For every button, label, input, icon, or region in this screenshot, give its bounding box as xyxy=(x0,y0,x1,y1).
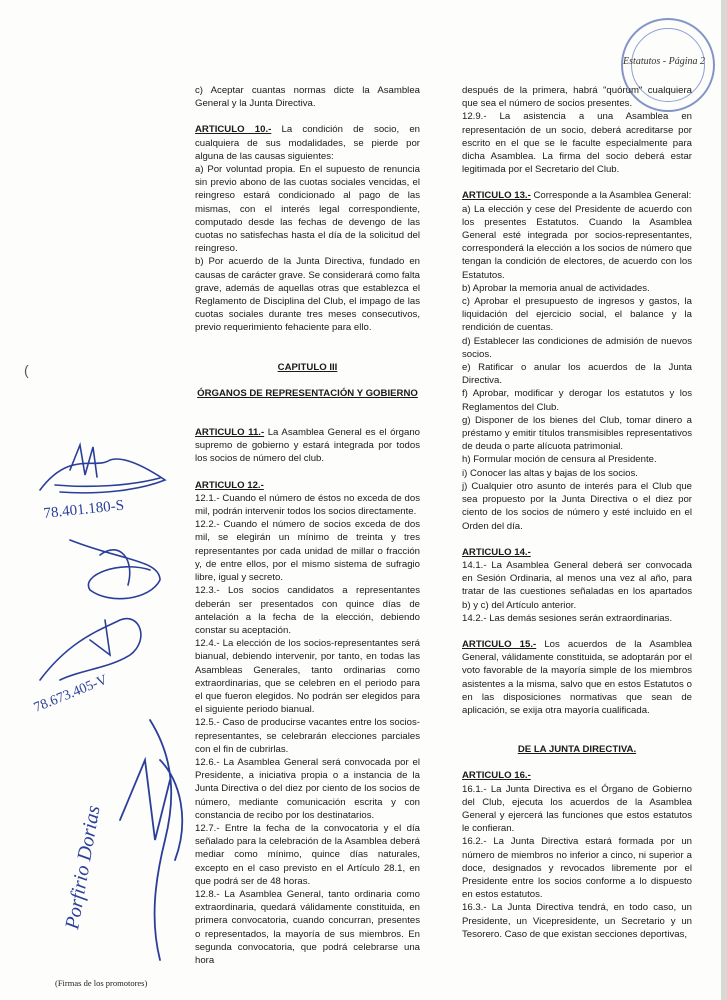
list-item: b) Aprobar la memoria anual de actividades. xyxy=(462,282,650,294)
signature-3 xyxy=(40,619,141,680)
list-item: g) Disponer de los bienes del Club, tomar dinero a préstamo y emitir títulos transmisibles representativos de deuda o parte alícuota patrimonial. xyxy=(462,414,692,453)
paragraph: 12.8.- La Asamblea General, tanto ordinaria como extraordinaria, quedará válidamente constituida, en primera convocatoria, cuando concurran, presentes o representados, la mayoría de sus miembros. En segunda convocatoria, que podrá celebrarse una hora xyxy=(195,888,420,966)
article-13 xyxy=(462,189,692,202)
article-15 xyxy=(462,638,692,717)
handwritten-name: Porfirio Dorias xyxy=(61,803,105,931)
paragraph: 12.4.- La elección de los socios-representantes será bianual, debiendo intervenir, por tanto, en todas las Asambleas Generales, tanto ordinarias como extraordinarias, que se celebren en el periodo para el que fueron elegidos. No podrán ser elegidos para el siguiente periodo bianual. xyxy=(195,638,420,716)
article-13-text: Corresponde a la Asamblea General: xyxy=(533,190,692,202)
chapter-heading: CAPITULO III xyxy=(277,361,338,373)
list-item: f) Aprobar, modificar y derogar los estatutos y los Reglamentos del Club. xyxy=(462,388,692,413)
paragraph: 12.1.- Cuando el número de éstos no exceda de dos mil, podrán intervenir todos los socios directamente. xyxy=(195,492,420,518)
signature-1 xyxy=(40,445,165,493)
list-item: e) Ratificar o anular los acuerdos de la Junta Directiva. xyxy=(462,362,692,387)
section-heading: DE LA JUNTA DIRECTIVA. xyxy=(517,744,637,756)
running-header: Estatutos - Página 2 xyxy=(623,56,705,67)
paragraph: 12.3.- Los socios candidatos a representantes deberán ser presentados con quince días de antelación a la fecha de la elección, debiendo constar su aceptación. xyxy=(195,585,420,636)
paragraph: 14.1.- La Asamblea General deberá ser convocada en Sesión Ordinaria, al menos una vez al año, para tratar de las cuestiones señaladas en los apartados b) y c) del Artículo anterior. xyxy=(462,559,692,611)
article-11 xyxy=(195,426,420,466)
paragraph: 16.3.- La Junta Directiva tendrá, en todo caso, un Presidente, un Vicepresidente, un Secretario y un Tesorero. Caso de que existan secciones deportivas, xyxy=(462,902,692,940)
paragraph: 12.5.- Caso de producirse vacantes entre los socios-representantes, se celebrarán elecciones parciales con el fin de cubrirlas. xyxy=(195,717,420,755)
id-number-2: 78.673.405-V xyxy=(31,672,110,716)
margin-mark: ( xyxy=(24,362,29,378)
paragraph: después de la primera, habrá "quórum" cualquiera que sea el número de socios presentes. xyxy=(462,85,692,110)
article-heading: ARTICULO 15.- xyxy=(462,638,537,650)
list-item: c) Aprobar el presupuesto de ingresos y gastos, la liquidación del ejercicio social, el balance y la rendición de cuentas. xyxy=(462,296,692,334)
article-12-heading: ARTICULO 12.- xyxy=(195,479,264,491)
right-column xyxy=(462,84,692,941)
article-15-text: Los acuerdos de la Asamblea General, válidamente constituida, se adoptarán por el voto favorable de la mayoría simple de los miembros asistentes a la misma, salvo que en estos Estatutos o en las disposiciones normativas que sean de aplicación, se exija otra mayoría cualificada. xyxy=(462,638,693,716)
list-item: d) Establecer las condiciones de admisión de nuevos socios. xyxy=(462,335,692,360)
paragraph: 12.9.- La asistencia a una Asamblea en representación de un socio, deberá acreditarse por escrito en el que se le faculte especialmente para dicha Asamblea. La firma del socio deberá estar legitimada por el Secretario del Club. xyxy=(462,111,692,176)
article-11-text: La Asamblea General es el órgano supremo de gobierno y estará integrada por todos los socios de número del club. xyxy=(195,427,420,465)
paragraph: c) Aceptar cuantas normas dicte la Asamblea General y la Junta Directiva. xyxy=(195,85,420,110)
id-number-1: 78.401.180-S xyxy=(42,497,125,522)
paragraph: 12.7.- Entre la fecha de la convocatoria y el día señalado para la celebración de la Asamblea deberá mediar como mínimo, quince días naturales, excepto en el caso previsto en el Artículo 28.1, en que podrá ser de 48 horas. xyxy=(195,822,420,887)
left-column xyxy=(195,84,420,967)
list-item: i) Conocer las altas y bajas de los socios. xyxy=(462,467,638,479)
page-edge xyxy=(721,0,727,1000)
article-16-heading: ARTICULO 16.- xyxy=(462,770,531,782)
list-item: j) Cualquier otro asunto de interés para el Club que sea propuesto por la Junta Directiva o el diez por ciento de los socios de número y esté incluido en el Orden del día. xyxy=(462,480,692,532)
article-10 xyxy=(195,123,420,163)
footer-note: (Firmas de los promotores) xyxy=(55,978,148,988)
paragraph: 12.2.- Cuando el número de socios exceda de dos mil, se elegirán un mínimo de treinta y tres representantes por cada unidad de millar o fracción y, de entre ellos, por el mismo sistema de sufragio libre, igual y secreto. xyxy=(195,519,420,584)
signature-2 xyxy=(70,540,160,599)
paragraph: 12.6.- La Asamblea General será convocada por el Presidente, a iniciativa propia o a instancia de la Junta Directiva o del diez por ciento de los socios de número, mediante comunicación escrita y con constancia de recibo por los destinatarios. xyxy=(195,756,420,821)
article-10-text: La condición de socio, en cualquiera de sus modalidades, se pierde por alguna de las causas siguientes: xyxy=(195,124,420,162)
signature-4 xyxy=(120,720,182,960)
paragraph: a) Por voluntad propia. En el supuesto de renuncia sin previo abono de las cuotas sociales vencidas, el reingreso estará condicionado al pago de las mismas, con el interés legal correspondiente, computado desde las fechas de devengo de las cuotas no satisfechas hasta el día de la solicitud del reingreso. xyxy=(195,164,420,255)
paragraph: b) Por acuerdo de la Junta Directiva, fundado en causas de carácter grave. Se considerará como falta grave, además de aquellas otras que establezca el Reglamento de Disciplina del Club, el impago de las cuotas sociales durante tres meses consecutivos, previo requerimiento fehaciente para ello. xyxy=(195,256,420,334)
section-heading: ÓRGANOS DE REPRESENTACIÓN Y GOBIERNO xyxy=(197,387,418,399)
article-14-heading: ARTICULO 14.- xyxy=(462,546,531,558)
article-heading: ARTICULO 10.- xyxy=(195,124,272,136)
article-heading: ARTICULO 11.- xyxy=(195,427,265,439)
paragraph: 14.2.- Las demás sesiones serán extraordinarias. xyxy=(462,612,673,624)
paragraph: 16.2.- La Junta Directiva estará formada por un número de miembros no inferior a cinco, ni superior a doce, designados y revocados libremente por el Presidente entre los socios conforme a lo dispuesto en estos estatutos. xyxy=(462,836,692,901)
article-heading: ARTICULO 13.- xyxy=(462,190,531,202)
list-item: a) La elección y cese del Presidente de acuerdo con los presentes Estatutos. Cuando la Asamblea General esté integrada por socios-representantes, corresponderá la elección a los socios de número que tengan la condición de electores, de acuerdo con los Estatutos. xyxy=(462,203,692,281)
list-item: h) Formular moción de censura al Presidente. xyxy=(462,454,657,466)
paragraph: 16.1.- La Junta Directiva es el Órgano de Gobierno del Club, ejecuta los acuerdos de la Asamblea General y ejercerá las funciones que estos estatutos le confieran. xyxy=(462,783,692,835)
